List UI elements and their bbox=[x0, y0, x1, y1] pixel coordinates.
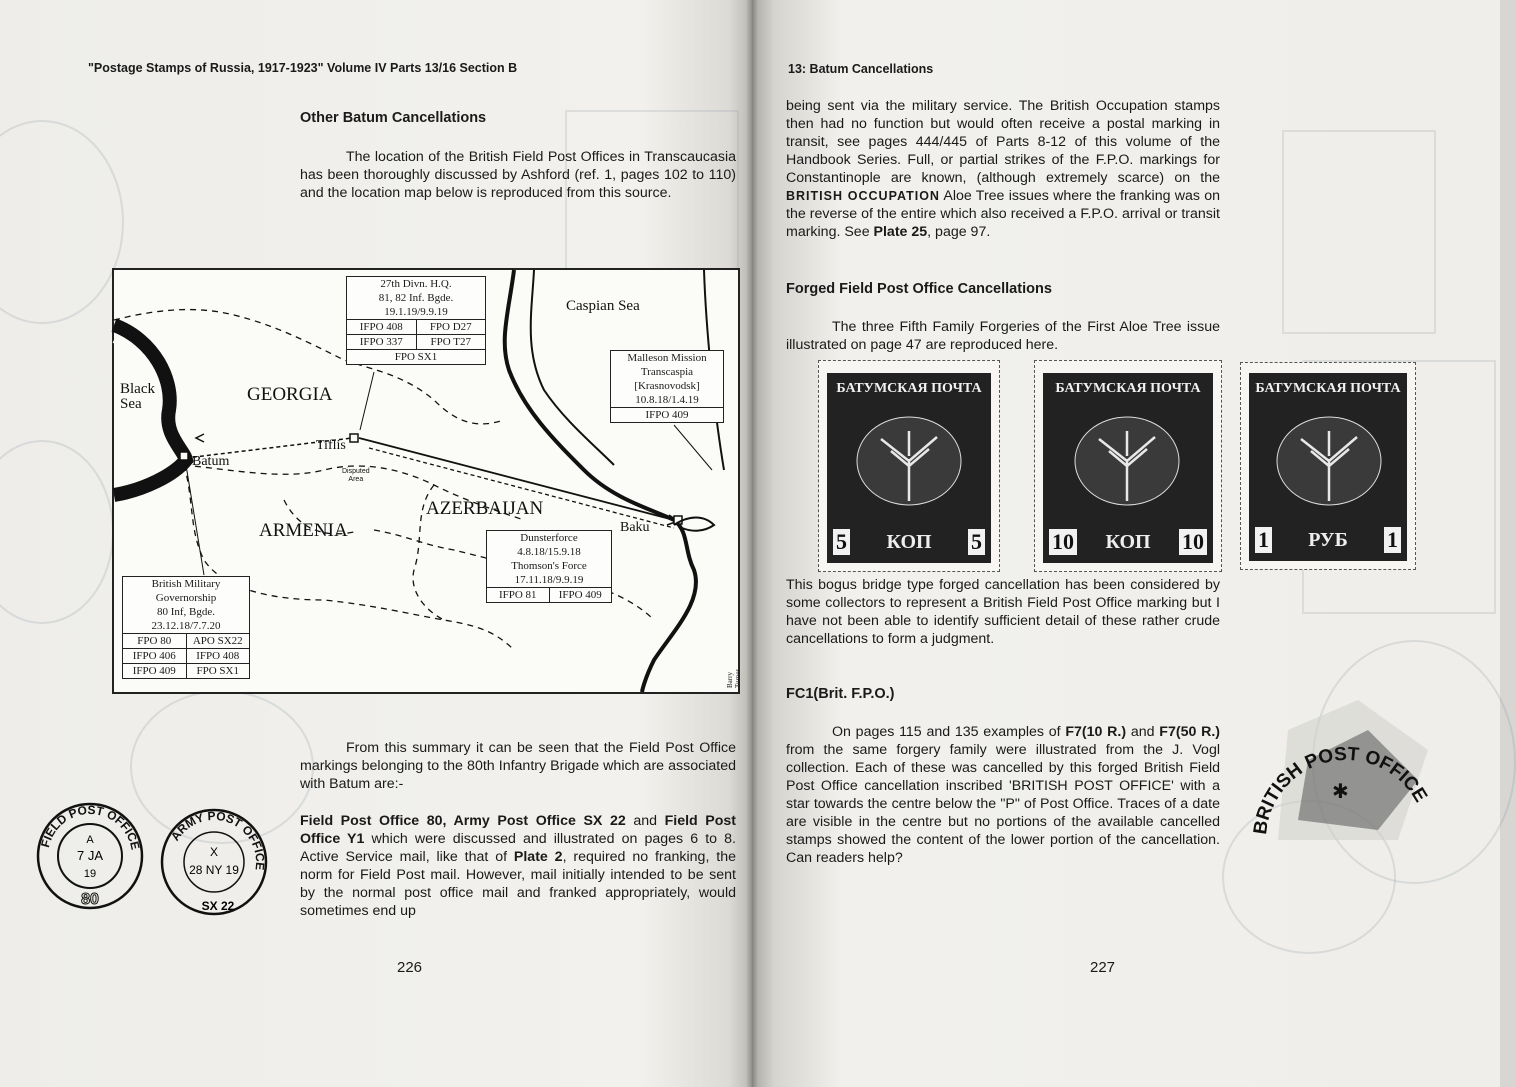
para-bold: BRITISH OCCUPATION bbox=[786, 189, 940, 203]
cancellation-text: BRITISH POST OFFICE bbox=[1250, 743, 1432, 836]
postmark-mark: X bbox=[209, 845, 219, 859]
stamp-design bbox=[1249, 373, 1407, 561]
postmark-date-a: A bbox=[86, 834, 94, 846]
fpo-text: which were discussed and illustrated on pages 6 to 8. Active Service mail, like that of bbox=[300, 831, 736, 865]
box-line: 23.12.18/7.7.20 bbox=[151, 620, 221, 632]
box-cell: IFPO 408 bbox=[359, 321, 403, 333]
book-gutter bbox=[746, 0, 758, 1087]
para-text: Aloe Tree issues where the franking was on the reverse of the entire which also received a F.P.O. arrival or transit marking. See bbox=[786, 188, 1220, 240]
stamp-design bbox=[1043, 373, 1213, 563]
para-text: On pages 115 and 135 examples of bbox=[832, 724, 1066, 740]
box-cell: IFPO 406 bbox=[132, 650, 176, 662]
box-cell: IFPO 408 bbox=[186, 649, 250, 663]
box-line: Governorship bbox=[155, 592, 217, 604]
right-page bbox=[752, 0, 1500, 1087]
left-page bbox=[0, 0, 752, 1087]
postmark-code: SX 22 bbox=[201, 899, 235, 913]
box-cell: FPO SX1 bbox=[394, 351, 438, 363]
map-label-caspian-sea: Caspian Sea bbox=[566, 298, 640, 314]
map-label-black-sea: Black Sea bbox=[120, 381, 155, 412]
postmark-date: 28 NY 19 bbox=[189, 863, 239, 877]
postmark-number: 80 bbox=[81, 891, 99, 908]
box-cell: IFPO 337 bbox=[359, 336, 403, 348]
map-credit: Barry Turner bbox=[726, 669, 742, 688]
box-line: British Military bbox=[151, 578, 221, 590]
box-cell: FPO SX1 bbox=[186, 664, 250, 678]
box-line: Transcaspia bbox=[640, 366, 694, 378]
map-label-batum: Batum bbox=[192, 454, 230, 469]
fpo-bold: Field Post Office 80, Army Post Office SX 22 bbox=[300, 813, 626, 829]
box-line: [Krasnovodsk] bbox=[634, 380, 700, 392]
summary-paragraph: From this summary it can be seen that the Field Post Office markings belonging to the 80th Infantry Brigade which are associated with Batum are:- bbox=[300, 740, 736, 792]
plate-reference: Plate 2 bbox=[513, 849, 563, 865]
box-cell: FPO T27 bbox=[416, 335, 486, 349]
box-line: 27th Divn. H.Q. bbox=[380, 278, 452, 290]
fc1-heading: FC1(Brit. F.P.O.) bbox=[786, 686, 895, 702]
stamp-currency: КОП bbox=[1105, 530, 1151, 553]
map-label-disputed-area: Disputed Area bbox=[342, 468, 370, 483]
forged-british-post-office-cancellation bbox=[1248, 690, 1444, 880]
box-malleson-mission bbox=[610, 350, 724, 423]
postmark-field-post-office-80 bbox=[34, 800, 146, 912]
para-bold: F7(50 R.) bbox=[1159, 724, 1221, 740]
box-cell: IFPO 409 bbox=[549, 588, 612, 602]
show-through-stamp bbox=[0, 120, 124, 324]
box-line: 80 Inf, Bgde. bbox=[156, 606, 216, 618]
fpo-paragraph bbox=[300, 812, 736, 920]
location-map bbox=[112, 268, 740, 694]
postmark-ring-text: ARMY POST OFFICE bbox=[167, 808, 268, 871]
plate-reference: Plate 25 bbox=[873, 224, 928, 240]
running-header: "Postage Stamps of Russia, 1917-1923" Volume IV Parts 13/16 Section B bbox=[88, 61, 518, 75]
aloe-tree-icon bbox=[851, 411, 967, 511]
stamp-currency: РУБ bbox=[1308, 528, 1348, 551]
stamp-currency: КОП bbox=[886, 530, 932, 553]
fpo-text: and bbox=[625, 813, 665, 829]
box-dunsterforce bbox=[486, 530, 612, 603]
box-line: Thomson's Force bbox=[511, 560, 587, 572]
box-cell: IFPO 81 bbox=[498, 589, 537, 601]
aloe-tree-icon bbox=[1069, 411, 1185, 511]
forged-stamp-1-rub bbox=[1240, 362, 1416, 570]
section-heading: Forged Field Post Office Cancellations bbox=[786, 281, 1052, 297]
forged-intro-paragraph: The three Fifth Family Forgeries of the First Aloe Tree issue illustrated on page 47 are reproduced here. bbox=[786, 319, 1220, 353]
stamp-inscription: БАТУМСКАЯ ПОЧТА bbox=[1055, 381, 1201, 396]
page-number: 227 bbox=[1090, 959, 1116, 976]
fpo-text: , required no franking, the norm for Field Post mail. However, mail initially intended to be sent by the normal post office mail and franked appropriately, would sometimes end up bbox=[300, 849, 736, 919]
forged-stamp-5-kop bbox=[818, 360, 1000, 572]
stamp-value-left: 5 bbox=[833, 529, 850, 555]
stamp-value-right: 1 bbox=[1384, 527, 1401, 553]
box-cell: IFPO 409 bbox=[132, 665, 176, 677]
stamp-value bbox=[1043, 529, 1213, 555]
map-label-baku: Baku bbox=[620, 520, 650, 535]
show-through-stamp bbox=[0, 440, 114, 624]
postmark-ring-text: FIELD POST OFFICE bbox=[37, 802, 143, 852]
box-cell: FPO D27 bbox=[416, 320, 486, 334]
box-line: Malleson Mission bbox=[627, 352, 707, 364]
para-bold: F7(10 R.) bbox=[1065, 724, 1127, 740]
para-text: , page 97. bbox=[927, 224, 991, 240]
map-label-georgia: GEORGIA bbox=[247, 384, 333, 405]
fpo-bold: Field Post Office Y1 bbox=[300, 813, 737, 847]
continuation-paragraph bbox=[786, 97, 1220, 241]
fc1-paragraph bbox=[786, 723, 1220, 867]
map-label-tiflis: Tiflis bbox=[316, 438, 346, 453]
box-cell: IFPO 409 bbox=[645, 409, 689, 421]
stamp-value-right: 5 bbox=[968, 529, 985, 555]
intro-paragraph: The location of the British Field Post Offices in Transcaucasia has been thoroughly discussed by Ashford (ref. 1, pages 102 to 110) and the location map below is reproduced from this source. bbox=[300, 149, 736, 201]
stamp-design bbox=[827, 373, 991, 563]
postmark-date-c: 19 bbox=[83, 868, 97, 880]
box-line: 17.11.18/9.9.19 bbox=[514, 574, 584, 586]
box-line: 19.1.19/9.9.19 bbox=[384, 306, 448, 318]
box-british-military-governorship bbox=[122, 576, 250, 679]
aloe-tree-icon bbox=[1271, 411, 1387, 511]
stamp-value bbox=[1249, 527, 1407, 553]
box-line: Dunsterforce bbox=[520, 532, 578, 544]
stamp-value-left: 1 bbox=[1255, 527, 1272, 553]
map-label-azerbaijan: AZERBAIJAN bbox=[426, 498, 544, 519]
box-cell: FPO 80 bbox=[137, 635, 172, 647]
box-line: 81, 82 Inf. Bgde. bbox=[378, 292, 454, 304]
map-label-armenia: ARMENIA bbox=[259, 520, 348, 541]
stamp-inscription: БАТУМСКАЯ ПОЧТА bbox=[836, 381, 982, 396]
bogus-paragraph: This bogus bridge type forged cancellation has been considered by some collectors to represent a British Field Post Office marking but I have not been able to identify sufficient detail of these rather crude cancellations to form a judgment. bbox=[786, 577, 1220, 647]
para-text: from the same forgery family were illustrated from the J. Vogl collection. Each of these was cancelled by this forged British Field Post Office cancellation inscribed 'BRITISH POST OFFICE' with a star towards the centre below the "P" of Post Office. Traces of a date are visible in the centre but no portions of the available cancelled stamps showed the content of the lower portion of the cancellation. Can readers help? bbox=[786, 742, 1220, 866]
forged-stamp-10-kop bbox=[1034, 360, 1222, 572]
show-through-stamp bbox=[1282, 130, 1436, 334]
star-icon: ✱ bbox=[1332, 779, 1349, 803]
box-27th-divn bbox=[346, 276, 486, 365]
stamp-value-right: 10 bbox=[1179, 529, 1207, 555]
page-number: 226 bbox=[397, 959, 423, 976]
postmark-army-post-office-sx22 bbox=[158, 806, 270, 918]
section-heading: Other Batum Cancellations bbox=[300, 110, 487, 126]
stamp-value bbox=[827, 529, 991, 555]
para-text: being sent via the military service. The British Occupation stamps then had no function but would often receive a postal marking in transit, see pages 444/445 of Parts 8-12 of this volume of the Handbook Series. Full, or partial strikes of the F.P.O. markings for Constantinople are known, (although extremely scarce) on the bbox=[786, 98, 1220, 186]
stamp-inscription: БАТУМСКАЯ ПОЧТА bbox=[1255, 381, 1401, 396]
para-text: and bbox=[1126, 724, 1160, 740]
svg-text:ARMY POST OFFICE bbox=[168, 809, 267, 871]
box-line: 10.8.18/1.4.19 bbox=[635, 394, 699, 406]
postmark-date-b: 7 JA bbox=[76, 848, 104, 863]
running-header: 13: Batum Cancellations bbox=[788, 62, 934, 76]
stamp-value-left: 10 bbox=[1049, 529, 1077, 555]
box-line: 4.8.18/15.9.18 bbox=[517, 546, 581, 558]
box-cell: APO SX22 bbox=[186, 634, 250, 648]
